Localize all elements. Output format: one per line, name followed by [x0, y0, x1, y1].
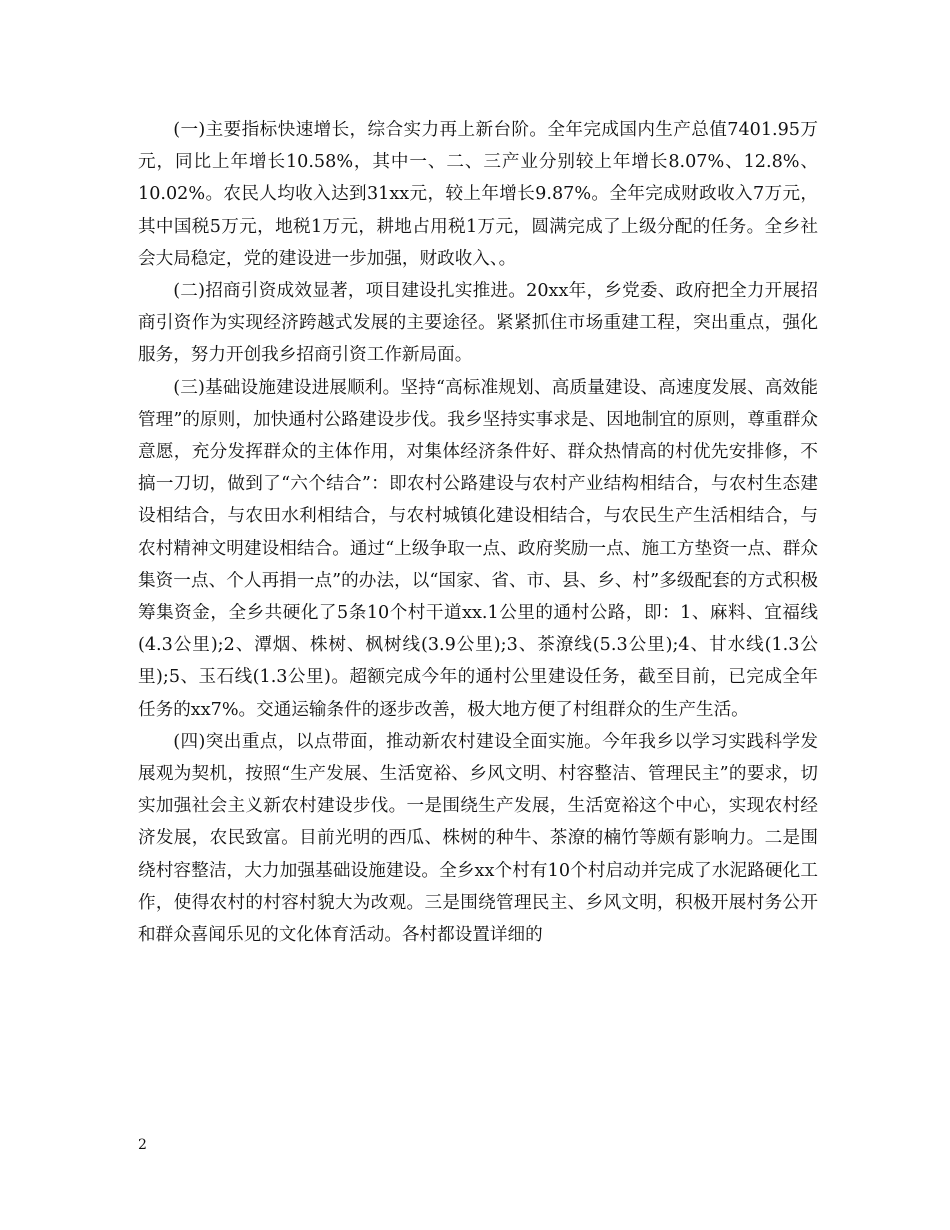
paragraph-infrastructure: (三)基础设施建设进展顺利。坚持“高标准规划、高质量建设、高速度发展、高效能管理”的原则，加快通村公路建设步伐。我乡坚持实事求是、因地制宜的原则，尊重群众意愿，充分发挥群众的主体作用，对集体经济条件好、群众热情高的村优先安排修，不搞一刀切，做到了“六个结合”：即农村公路建设与农村产业结构相结合，与农村生态建设相结合，与农田水利相结合，与农村城镇化建设相结合，与农民生产生活相结合，与农村精神文明建设相结合。通过“上级争取一点、政府奖励一点、施工方垫资一点、群众集资一点、个人再捐一点”的办法，以“国家、省、市、县、乡、村”多级配套的方式积极筹集资金，全乡共硬化了5条10个村干道xx.1公里的通村公路，即：1、麻料、宜福线(4.3公里);2、潭烟、株树、枫树线(3.9公里);3、茶潦线(5.3公里);4、甘水线(1.3公里);5、玉石线(1.3公里)。超额完成今年的通村公里建设任务，截至目前，已完成全年任务的xx7%。交通运输条件的逐步改善，极大地方便了村组群众的生产生活。 — [138, 377, 818, 720]
page-number: 2 — [138, 1137, 147, 1153]
paragraph-main-indicators: (一)主要指标快速增长，综合实力再上新台阶。全年完成国内生产总值7401.95万元，同比上年增长10.58%，其中一、二、三产业分别较上年增长8.07%、12.8%、10.02%。农民人均收入达到31xx元，较上年增长9.87%。全年完成财政收入7万元，其中国税5万元，地税1万元，耕地占用税1万元，圆满完成了上级分配的任务。全乡社会大局稳定，党的建设进一步加强，财政收入、。 — [138, 120, 818, 269]
paragraph-new-countryside: (四)突出重点，以点带面，推动新农村建设全面实施。今年我乡以学习实践科学发展观为契机，按照“生产发展、生活宽裕、乡风文明、村容整洁、管理民主”的要求，切实加强社会主义新农村建设步伐。一是围绕生产发展，生活宽裕这个中心，实现农村经济发展，农民致富。目前光明的西瓜、株树的种牛、茶潦的楠竹等颇有影响力。二是围绕村容整洁，大力加强基础设施建设。全乡xx个村有10个村启动并完成了水泥路硬化工作，使得农村的村容村貌大为改观。三是围绕管理民主、乡风文明，积极开展村务公开和群众喜闻乐见的文化体育活动。各村都设置详细的 — [138, 731, 818, 946]
document-body — [138, 114, 818, 951]
paragraph-investment: (二)招商引资成效显著，项目建设扎实推进。20xx年，乡党委、政府把全力开展招商引资作为实现经济跨越式发展的主要途径。紧紧抓住市场重建工程，突出重点，强化服务，努力开创我乡招商引资工作新局面。 — [138, 281, 818, 366]
